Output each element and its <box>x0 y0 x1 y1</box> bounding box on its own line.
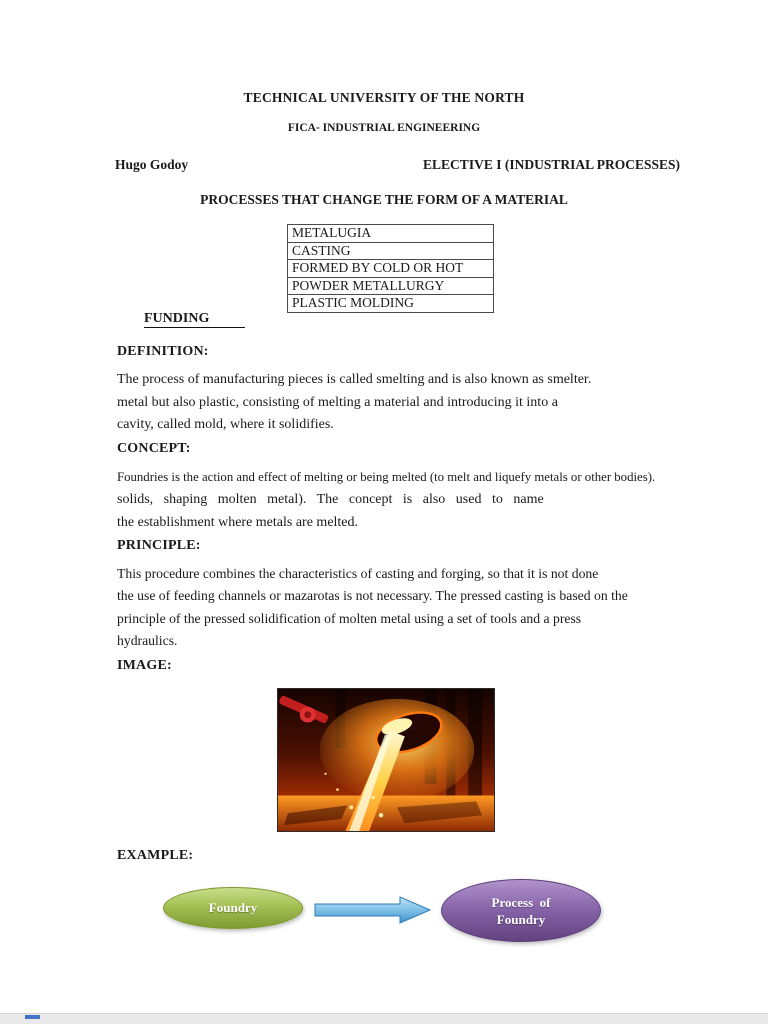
byline-row <box>115 157 680 173</box>
foundry-shape <box>163 887 303 929</box>
principle-paragraph <box>117 563 658 652</box>
paragraph-line: solids, shaping molten metal). The concept is also used to name <box>117 492 544 507</box>
concept-paragraph <box>117 466 658 534</box>
process-shape-label-line1: Process of <box>491 894 551 910</box>
table-row: FORMED BY COLD OR HOT <box>288 260 493 278</box>
process-list-table <box>287 224 494 313</box>
table-row: POWDER METALLURGY <box>288 278 493 296</box>
foundry-shape-label: Foundry <box>208 900 258 915</box>
main-heading: PROCESSES THAT CHANGE THE FORM OF A MATERIAL <box>200 192 568 207</box>
funding-heading: FUNDING <box>144 311 245 328</box>
author-name: Hugo Godoy <box>115 157 189 172</box>
table-row: CASTING <box>288 243 493 261</box>
process-shape-label-line2: Foundry <box>496 911 546 927</box>
definition-heading: DEFINITION: <box>117 344 209 359</box>
example-heading: EXAMPLE: <box>117 848 194 863</box>
table-row: PLASTIC MOLDING <box>292 295 414 311</box>
paragraph-line: the establishment where metals are melted. <box>117 514 359 530</box>
paragraph-line: Foundries is the action and effect of melting or being melted (to melt and liquefy metals or other bodies). <box>117 470 656 484</box>
document-title: TECHNICAL UNIVERSITY OF THE NORTH <box>243 90 525 105</box>
paragraph-line: The process of manufacturing pieces is called smelting and is also known as smelter. <box>117 372 592 387</box>
principle-heading: PRINCIPLE: <box>117 538 201 553</box>
right-arrow-icon <box>314 896 432 924</box>
process-of-foundry-shape <box>441 879 601 942</box>
course-title: ELECTIVE I (INDUSTRIAL PROCESSES) <box>423 157 680 172</box>
foundry-photo-illustration <box>278 689 494 831</box>
foundry-photo <box>277 688 495 832</box>
paragraph-line: hydraulics. <box>117 632 178 648</box>
paragraph-line: cavity, called mold, where it solidifies. <box>117 417 334 432</box>
paragraph-line: the use of feeding channels or mazarotas is not necessary. The pressed casting is based on the <box>117 588 628 604</box>
concept-heading: CONCEPT: <box>117 441 191 456</box>
paragraph-line: metal but also plastic, consisting of melting a material and introducing it into a <box>117 394 558 410</box>
image-heading: IMAGE: <box>117 658 172 673</box>
paragraph-line: This procedure combines the characteristics of casting and forging, so that it is not done <box>117 566 599 581</box>
document-subtitle: FICA- INDUSTRIAL ENGINEERING <box>287 122 481 134</box>
table-row: METALUGIA <box>288 225 493 243</box>
next-page-content-sliver <box>25 1015 40 1019</box>
definition-paragraph <box>117 369 658 437</box>
page-gap <box>0 1013 768 1024</box>
paragraph-line: principle of the pressed solidification of molten metal using a set of tools and a press <box>117 610 582 626</box>
